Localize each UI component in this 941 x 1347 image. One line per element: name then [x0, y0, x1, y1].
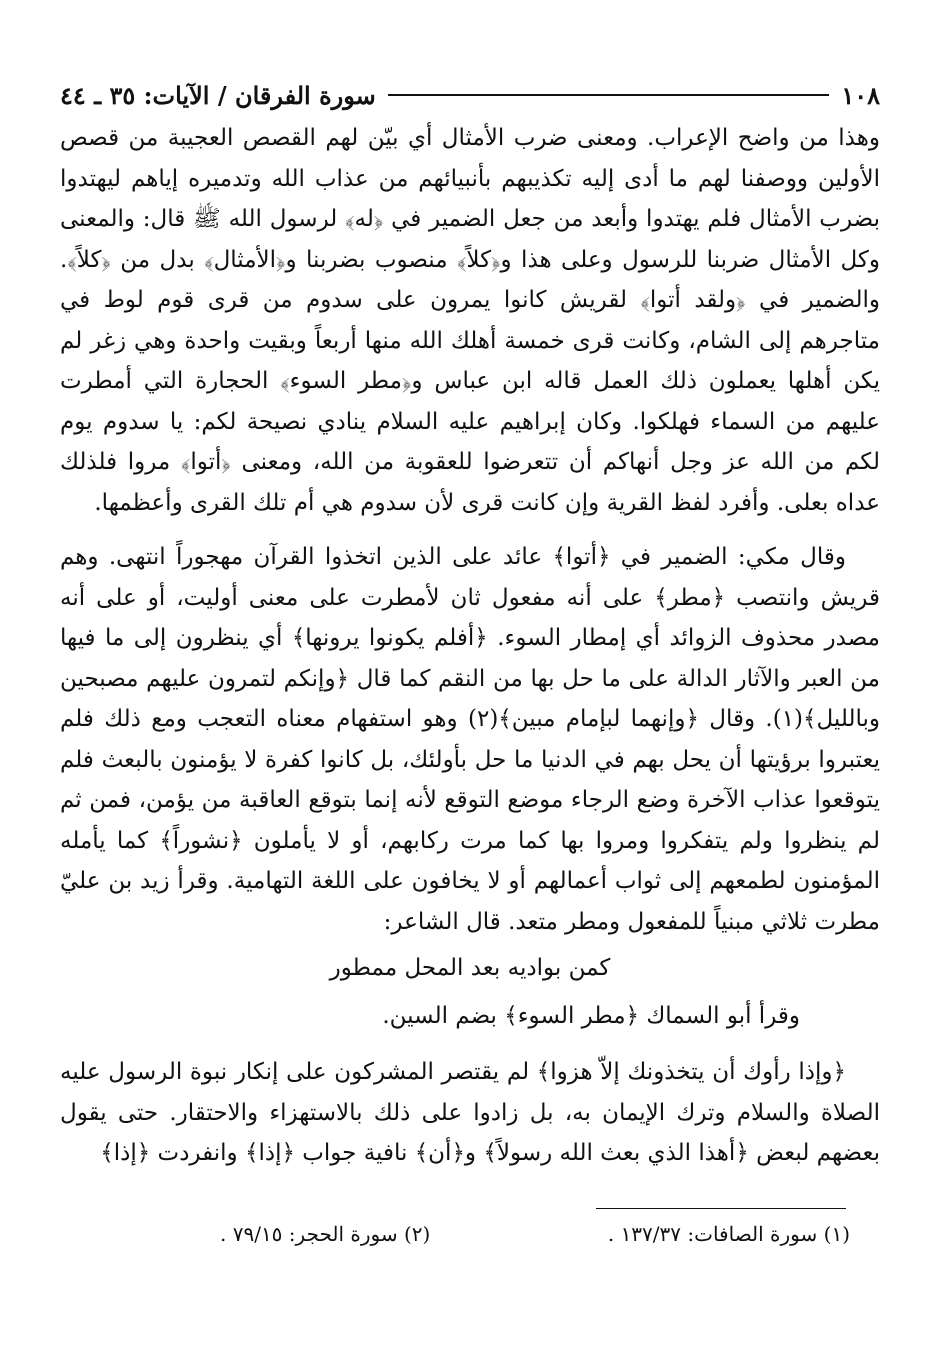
document-page [60, 78, 880, 1174]
page-number: ١٠٨ [841, 80, 880, 110]
page-body [60, 118, 880, 1174]
page-header [60, 78, 880, 112]
paragraph-3: وقرأ أبو السماك ﴿مطر السوء﴾ بضم السين. [382, 1003, 800, 1029]
footnote-2: (٢) سورة الحجر: ٧٩/١٥ . [220, 1222, 431, 1246]
footnote-rule [596, 1208, 846, 1209]
page-title: سورة الفرقان / الآيات: ٣٥ ـ ٤٤ [60, 80, 376, 110]
paragraph-2: وقال مكي: الضمير في ﴿أتوا﴾ عائد على الذين اتخذوا القرآن مهجوراً انتهى. وهم قريش وانتصب ﴿مطر﴾ على أنه مفعول ثان لأمطرت على معنى أوليت، أو على أنه مصدر محذوف الزوائد أي إمطار السوء. ﴿أفلم يكونوا يرونها﴾ أي ينظرون إلى ما فيها من العبر والآثار الدالة على ما حل بها من النقم كما قال ﴿وإنكم لتمرون عليهم مصبحين وبالليل﴾(١). وقال ﴿وإنهما لبإمام مبين﴾(٢) وهو استفهام معناه التعجب ومع ذلك فلم يعتبروا برؤيتها أن يحل بهم في الدنيا ما حل بأولئك، بل كانوا كفرة لا يؤمنون بالبعث فلم يتوقعوا عذاب الآخرة وضع الرجاء موضع التوقع لأنه إنما بتوقع العاقبة من يؤمن، فمن ثم لم ينظروا ولم يتفكروا ومروا بها كما مرت ركابهم، أو لا يأملون ﴿نشوراً﴾ كما يأمله المؤمنون لطمعهم إلى ثواب أعمالهم أو لا يخافون على اللغة التهامية. وقرأ زيد بن عليّ مطرت ثلاثي مبنياً للمفعول ومطر متعد. قال الشاعر: [60, 544, 880, 935]
footnotes [220, 1222, 850, 1246]
header-rule [388, 94, 830, 96]
paragraph-4: ﴿وإذا رأوك أن يتخذونك إلاّ هزوا﴾ لم يقتصر المشركون على إنكار نبوة الرسول عليه الصلاة والسلام وترك الإيمان به، بل زادوا على ذلك بالاستهزاء والاحتقار. حتى يقول بعضهم لبعض ﴿أهذا الذي بعث الله رسولاً﴾ و﴿أن﴾ نافية جواب ﴿إذا﴾ وانفردت ﴿إذا﴾ [60, 1059, 880, 1166]
poetry-verse: كمن بواديه بعد المحل ممطور [329, 955, 611, 981]
paragraph-1: وهذا من واضح الإعراب. ومعنى ضرب الأمثال أي بيّن لهم القصص العجيبة من قصص الأولين ووصفنا لهم ما أدى إليه تكذيبهم بأنبيائهم من عذاب الله وتدميره إياهم ليهتدوا بضرب الأمثال فلم يهتدوا وأبعد من جعل الضمير في ﴿له﴾ لرسول الله ﷺ قال: والمعنى وكل الأمثال ضربنا للرسول وعلى هذا و﴿كلاً﴾ منصوب بضربنا و﴿الأمثال﴾ بدل من ﴿كلاً﴾. والضمير في ﴿ولقد أتوا﴾ لقريش كانوا يمرون على سدوم من قرى قوم لوط في متاجرهم إلى الشام، وكانت قرى خمسة أهلك الله منها أربعاً وبقيت واحدة وهي زغر لم يكن أهلها يعملون ذلك العمل قاله ابن عباس و﴿مطر السوء﴾ الحجارة التي أمطرت عليهم من السماء فهلكوا. وكان إبراهيم عليه السلام ينادي نصيحة لكم: يا سدوم يوم لكم من الله عز وجل أنهاكم أن تتعرضوا للعقوبة من الله، ومعنى ﴿أتوا﴾ مروا فلذلك عداه بعلى. وأفرد لفظ القرية وإن كانت قرى لأن سدوم هي أم تلك القرى وأعظمها. [60, 125, 880, 516]
footnote-1: (١) سورة الصافات: ١٣٧/٣٧ . [607, 1222, 850, 1246]
